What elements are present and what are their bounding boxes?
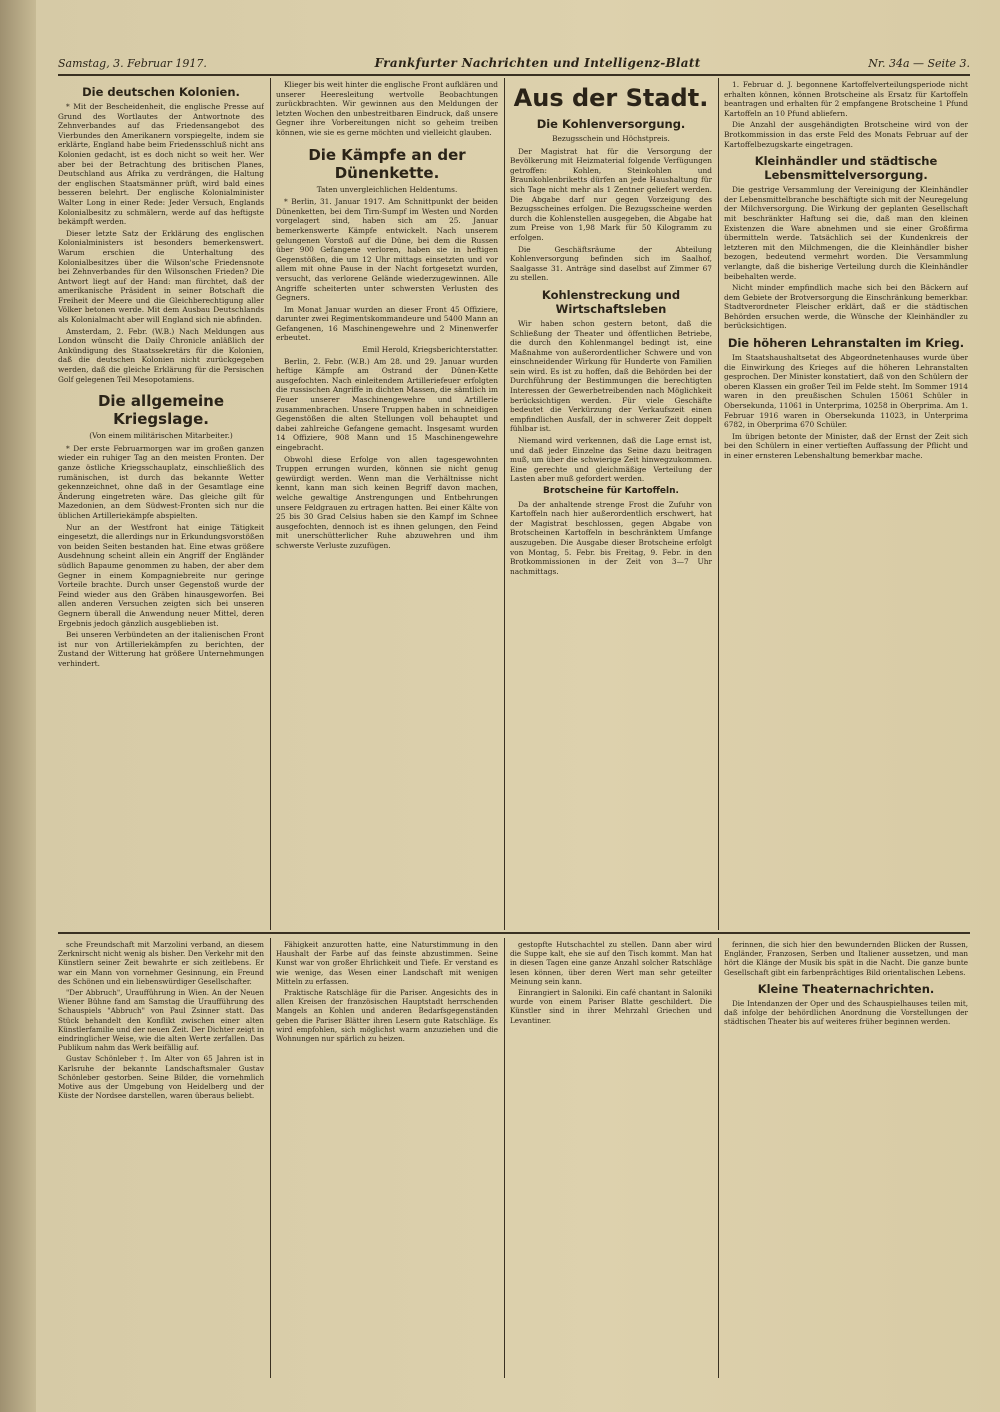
article-heading: Die Kämpfe an der Dünenkette. (308, 145, 466, 182)
feuilleton-divider (58, 932, 970, 934)
article-paragraph: Klieger bis weit hinter die englische Front aufklären und unserer Heeresleitung wertvolle Beobachtungen zurückbrachten. Wir gewinnen aus den Meldungen der letzten Wochen den unbestreitbaren Eindruck, daß unsere Gegner ihre Vorbereitungen nicht so geheim treiben können, wie sie es gerne möchten und vielleicht glauben. (276, 80, 498, 137)
feuilleton-paragraph: Einrangiert in Saloniki. Ein café chantant in Saloniki wurde von einem Pariser Blatte geschildert. Die Künstler sind in ihrer Mehrzahl Griechen und Levantiner. (510, 988, 712, 1025)
column-1 (58, 80, 264, 928)
column-rule (270, 78, 271, 930)
binding-gutter (0, 0, 36, 1412)
article-heading: Die Kohlenversorgung. (536, 117, 686, 131)
column-rule (270, 938, 271, 1378)
feuilleton-paragraph: Praktische Ratschläge für die Pariser. Angesichts des in allen Kreisen der französischen Hauptstadt herrschenden Mangels an Kohlen und anderen Bedarfsgegenständen geben die Pariser Blätter ihren Lesern gute Ratschläge. Es wird empfohlen, sich möglichst warm anzuziehen und die Wohnungen nur spärlich zu heizen. (276, 988, 498, 1044)
article-paragraph: Die gestrige Versammlung der Vereinigung der Kleinhändler der Lebensmittelbranche beschäftigte sich mit der Neuregelung der Milchversorgung. Die Wirkung der geplanten Gesellschaft mit beschränkter Haftung sei die, daß man den kleinen Existenzen die Ware abnehmen und sie einer Großfirma übermitteln werde. Tatsächlich sei der Kundenkreis der letzteren mit den Milchmengen, die die Kleinhändler bisher bezogen, bedeutend vermehrt worden. Die Versammlung verlangte, daß die bisherige Verteilung durch die Kleinhändler beibehalten werde. (724, 185, 968, 281)
article-paragraph: Im Staatshaushaltsetat des Abgeordnetenhauses wurde über die Einwirkung des Krieges auf die höheren Lehranstalten gesprochen. Der Minister konstatiert, daß von den Schülern der oberen Klassen ein großer Teil im Felde steht. Im Sommer 1914 waren in den preußischen Schulen 15061 Schüler in Obersekunda, 11061 in Unterprima, 10258 in Oberprima. Am 1. Februar 1916 waren in Obersekunda 11023, in Unterprima 6782, in Oberprima 670 Schüler. (724, 353, 968, 430)
article-paragraph: Der Magistrat hat für die Versorgung der Bevölkerung mit Heizmaterial folgende Verfügungen getroffen: Kohlen, Steinkohlen und Braunkohlenbriketts dürfen an jede Haushaltung für sich Tage nicht mehr als 1 Zentner geliefert werden. Die Abgabe darf nur gegen Vorzeigung des Bezugsscheines erfolgen. Die Bezugsscheine werden durch die Kohlenstellen ausgegeben, die Abgabe hat zum Preise von 1,98 Mark für 50 Kilogramm zu erfolgen. (510, 146, 712, 242)
article-paragraph: Amsterdam, 2. Febr. (W.B.) Nach Meldungen aus London wünscht die Daily Chronicle anläßlich der Ankündigung des Staatssekretärs für die Kolonien, daß die deutschen Kolonien nicht zurückgegeben werden, daß die gleiche Erklärung für die Persischen Golf gelegenen Teil Mesopotamiens. (58, 326, 264, 384)
article-paragraph: Dieser letzte Satz der Erklärung des englischen Kolonialministers ist besonders bemerkenswert. Warum erschien die Unterhaltung des Kolonialbesitzes über die Wilson'sche Friedensnote bei Zehnverbandes für den Wilsonschen Frieden? Die Antwort liegt auf der Hand: man fürchtet, daß der amerikanische Präsident in seiner Botschaft die Freiheit der Meere und die Gleichberechtigung aller Völker betonen werde. Mit dem Ausbau Deutschlands als Kolonialmacht aber will England sich nie abfinden. (58, 228, 264, 325)
article-paragraph: Die Anzahl der ausgehändigten Brotscheine wird von der Brotkommission in das erste Feld des Monats Februar auf der Kartoffelbezugskarte eingetragen. (724, 120, 968, 149)
column-3 (510, 80, 712, 928)
article-heading: Kohlenstreckung und Wirtschaftsleben (541, 287, 681, 316)
column-rule (504, 938, 505, 1378)
article-paragraph: Berlin, 2. Febr. (W.B.) Am 28. und 29. Januar wurden heftige Kämpfe am Ostrand der Dünen-Kette ausgefochten. Nach einleitendem Artilleriefeuer erfolgten die russischen Angriffe in dichten Massen, die sämtlich im Feuer unserer Maschinengewehre und Artillerie zusammenbrachen. Unsere Truppen haben in schneidigen Gegenstößen die alten Stellungen voll behauptet und dabei zahlreiche Gefangene gemacht. Insgesamt wurden 14 Offiziere, 908 Mann und 15 Maschinengewehre eingebracht. (276, 356, 498, 452)
article-heading: Kleine Theaternachrichten. (757, 981, 935, 996)
article-subheading: Bezugsschein und Höchstpreis. (552, 134, 670, 143)
feuilleton-paragraph: gestopfte Hutschachtel zu stellen. Dann aber wird die Suppe kalt, ehe sie auf den Tisch kommt. Man hat in diesen Tagen eine ganze Anzahl solcher Ratschläge lesen können, über deren Wert man sehr geteilter Meinung sein kann. (510, 940, 712, 986)
column-2 (276, 80, 498, 928)
column-4 (724, 80, 968, 928)
article-paragraph: Niemand wird verkennen, daß die Lage ernst ist, und daß jeder Einzelne das Seine dazu beitragen muß, um über die schwierige Zeit hinwegzukommen. Eine gerechte und gleichmäßige Verteilung der Lasten aber muß gefordert werden. (510, 436, 712, 484)
feuilleton-paragraph: "Der Abbruch", Uraufführung in Wien. An der Neuen Wiener Bühne fand am Samstag die Uraufführung des Schauspiels "Abbruch" von Paul Zsinner statt. Das Stück behandelt den Konflikt zwischen einer alten Künstlerfamilie und der neuen Zeit. Der Dichter zeigt in eindringlicher Weise, wie die alten Werte zerfallen. Das Publikum nahm das Werk beifällig auf. (58, 988, 264, 1053)
column-rule (504, 78, 505, 930)
feuilleton-paragraph: Die Intendanzen der Oper und des Schauspielhauses teilen mit, daß infolge der behördlichen Anordnung die Vorstellungen der städtischen Theater bis auf weiteres früher beginnen werden. (724, 998, 968, 1027)
article-paragraph: * Der erste Februarmorgen war im großen ganzen wieder ein ruhiger Tag an den meisten Fronten. Der ganze östliche Kriegsschauplatz, einschließlich des rumänischen, ist durch das bekannte Wetter gekennzeichnet, ohne daß in der Gesamtlage eine Änderung eingetreten wäre. Das gleiche gilt für Mazedonien, an dem Südwest-Fronten sich nur die üblichen Artilleriekämpfe abspielten. (58, 443, 264, 520)
article-heading: Die höheren Lehranstalten im Krieg. (727, 336, 965, 351)
article-subheading: (Von einem militärischen Mitarbeiter.) (89, 431, 233, 441)
feuilleton-column-2 (276, 940, 498, 1376)
header-date: Samstag, 3. Februar 1917. (58, 56, 207, 70)
article-paragraph: Nicht minder empfindlich mache sich bei den Bäckern auf dem Gebiete der Brotversorgung die Einschränkung bemerkbar. Stadtverordneter Fleischer erklärt, daß er die städtischen Behörden ersuchen werde, die Wünsche der Kleinhändler zu berücksichtigen. (724, 283, 968, 331)
section-heading: Aus der Stadt. (513, 84, 709, 112)
article-heading: Die deutschen Kolonien. (82, 85, 240, 99)
article-heading: Die allgemeine Kriegslage. (97, 392, 225, 429)
article-paragraph: Im übrigen betonte der Minister, daß der Ernst der Zeit sich bei den Schülern in einer vertieften Auffassung der Pflicht und in einer ernsteren Lebenshaltung bemerkbar mache. (724, 431, 968, 460)
article-paragraph: Wir haben schon gestern betont, daß die Schließung der Theater und öffentlichen Betriebe, die durch den Kohlenmangel bedingt ist, eine Maßnahme von außerordentlicher Schwere und von einschneidender Wirkung für Hunderte von Familien sein wird. Es ist zu hoffen, daß die Behörden bei der Durchführung der Bestimmungen die berechtigten Interessen der Gewerbetreibenden nach Möglichkeit berücksichtigen werden. Für viele Geschäfte bedeutet die Verkürzung der Verkaufszeit einen empfindlichen Ausfall, der in schwerer Zeit doppelt fühlbar ist. (510, 318, 712, 434)
article-paragraph: * Berlin, 31. Januar 1917. Am Schnittpunkt der beiden Dünenketten, bei dem Tirn-Sumpf im Westen und Norden vorgelagert sind, haben sich am 25. Januar bemerkenswerte Kämpfe entwickelt. Nach unserem gelungenen Vorstoß auf die Düne, bei dem die Russen über 900 Gefangene verloren, haben sie in heftigen Gegenstößen, die um 12 Uhr mittags einsetzten und vor allem mit ohne Pause in der Nacht fortgesetzt wurden, versucht, das verlorene Gelände wiederzugewinnen. Alle Angriffe scheiterten unter schwersten Verlusten des Gegners. (276, 197, 498, 303)
feuilleton-paragraph: Fähigkeit anzurotten hatte, eine Naturstimmung in den Haushalt der Farbe auf das feinste abzustimmen. Seine Kunst war von großer Ehrlichkeit und Tiefe. Er verstand es wie wenige, das Wesen einer Landschaft mit wenigen Mitteln zu erfassen. (276, 940, 498, 986)
article-paragraph: Da der anhaltende strenge Frost die Zufuhr von Kartoffeln nach hier außerordentlich erschwert, hat der Magistrat beschlossen, gegen Abgabe von Brotscheinen Kartoffeln in beschränktem Umfange auszugeben. Die Ausgabe dieser Brotscheine erfolgt von Montag, 5. Febr. bis Freitag, 9. Febr. in den Brotkommissionen in der Zeit von 3—7 Uhr nachmittags. (510, 499, 712, 576)
article-paragraph: Obwohl diese Erfolge von allen tagesgewohnten Truppen errungen wurden, können sie nicht genug gewürdigt werden. Wenn man die Verhältnisse nicht kennt, kann man sich keinen Begriff davon machen, welche gewaltige Anstrengungen und Entbehrungen unsere Feldgrauen zu ertragen hatten. Bei einer Kälte von 25 bis 30 Grad Celsius haben sie den Kampf im Schnee ausgefochten, dennoch ist es ihnen gelungen, den Feind mit unerschütterlicher Ruhe abzuwehren und ihm schwerste Verluste zuzufügen. (276, 454, 498, 550)
feuilleton-paragraph: Gustav Schönleber †. Im Alter von 65 Jahren ist in Karlsruhe der bekannte Landschaftsmaler Gustav Schönleber gestorben. Seine Bilder, die vornehmlich Motive aus der Umgebung von Heidelberg und der Küste der Nordsee darstellen, waren überaus beliebt. (58, 1054, 264, 1101)
feuilleton-column-3 (510, 940, 712, 1376)
feuilleton-paragraph: sche Freundschaft mit Marzolini verband, an diesem Zerknirscht nicht wenig als bisher. Den Verkehr mit den Künstlern seiner Zeit bewahrte er sich zeitlebens. Er war ein Mann von vornehmer Gesinnung, ein Freund des Schönen und ein liebenswürdiger Gesellschafter. (58, 940, 264, 986)
article-heading: Brotscheine für Kartoffeln. (543, 486, 679, 496)
column-rule (718, 938, 719, 1378)
header-page-number: Nr. 34a — Seite 3. (868, 56, 970, 70)
article-paragraph: Nur an der Westfront hat einige Tätigkeit eingesetzt, die allerdings nur in Erkundungsvorstößen von beiden Seiten bestanden hat. Eine etwas größere Ausdehnung scheint allein ein Angriff der Engländer südlich Bapaume genommen zu haben, der aber dem Gegner in einem Kompagniebreite nur geringe Vorteile brachte. Durch unser Gegenstoß wurde der Feind wieder aus den Gräben hinausgeworfen. Bei allen anderen Versuchen zeigten sich bei unseren Gegnern überall die Anwendung neuer Mittel, deren Ergebnis jedoch gänzlich ausgeblieben ist. (58, 522, 264, 628)
feuilleton-column-4 (724, 940, 968, 1376)
page-header (58, 52, 970, 76)
feuilleton-column-1 (58, 940, 264, 1376)
article-signature: Emil Herold, Kriegsberichterstatter. (362, 345, 498, 355)
article-heading: Kleinhändler und städtische Lebensmittelversorgung. (754, 154, 938, 183)
feuilleton-paragraph: ferinnen, die sich hier den bewundernden Blicken der Russen, Engländer, Franzosen, Serben und Italiener aussetzen, und man hört die Klänge der Musik bis spät in die Nacht. Die ganze bunte Gesellschaft gibt ein farbenprächtiges Bild orientalischen Lebens. (724, 940, 968, 977)
article-paragraph: 1. Februar d. J. begonnene Kartoffelverteilungsperiode nicht erhalten können, können Brotscheine als Ersatz für Kartoffeln beantragen und erhalten für 2 empfangene Brotscheine 1 Pfund Kartoffeln an 10 Pfund abliefern. (724, 80, 968, 118)
article-paragraph: * Mit der Bescheidenheit, die englische Presse auf Grund des Wortlautes der Antwortnote des Zehnverbandes auf das Friedensangebot des Vierbundes den Amerikanern vorspiegelte, indem sie erklärte, England habe beim Friedensschluß nicht ans Kolonien gedacht, ist es doch nicht so weit her. Wer aber bei der Betrachtung des britischen Planes, Deutschland aus Afrika zu verdrängen, die Haltung der englischen Staatsmänner prüft, wird bald eines besseren belehrt. Der englische Kolonialminister Walter Long in einer Rede: Jeder Versuch, Englands Kolonialbesitz zu schmälern, werde auf das heftigste bekämpft werden. (58, 102, 264, 227)
column-rule (718, 78, 719, 930)
header-title: Frankfurter Nachrichten und Intelligenz-Blatt (374, 56, 701, 70)
article-paragraph: Bei unseren Verbündeten an der italienischen Front ist nur von Artilleriekämpfen zu berichten, der Zustand der Witterung hat größere Unternehmungen verhindert. (58, 630, 264, 668)
article-paragraph: Im Monat Januar wurden an dieser Front 45 Offiziere, darunter zwei Regimentskommandeure und 5400 Mann an Gefangenen, 16 Maschinengewehre und 2 Minenwerfer erbeutet. (276, 304, 498, 343)
article-paragraph: Die Geschäftsräume der Abteilung Kohlenversorgung befinden sich im Saalhof, Saalgasse 31. Anträge sind daselbst auf Zimmer 67 zu stellen. (510, 244, 712, 283)
article-subheading: Taten unvergleichlichen Heldentums. (316, 184, 458, 194)
